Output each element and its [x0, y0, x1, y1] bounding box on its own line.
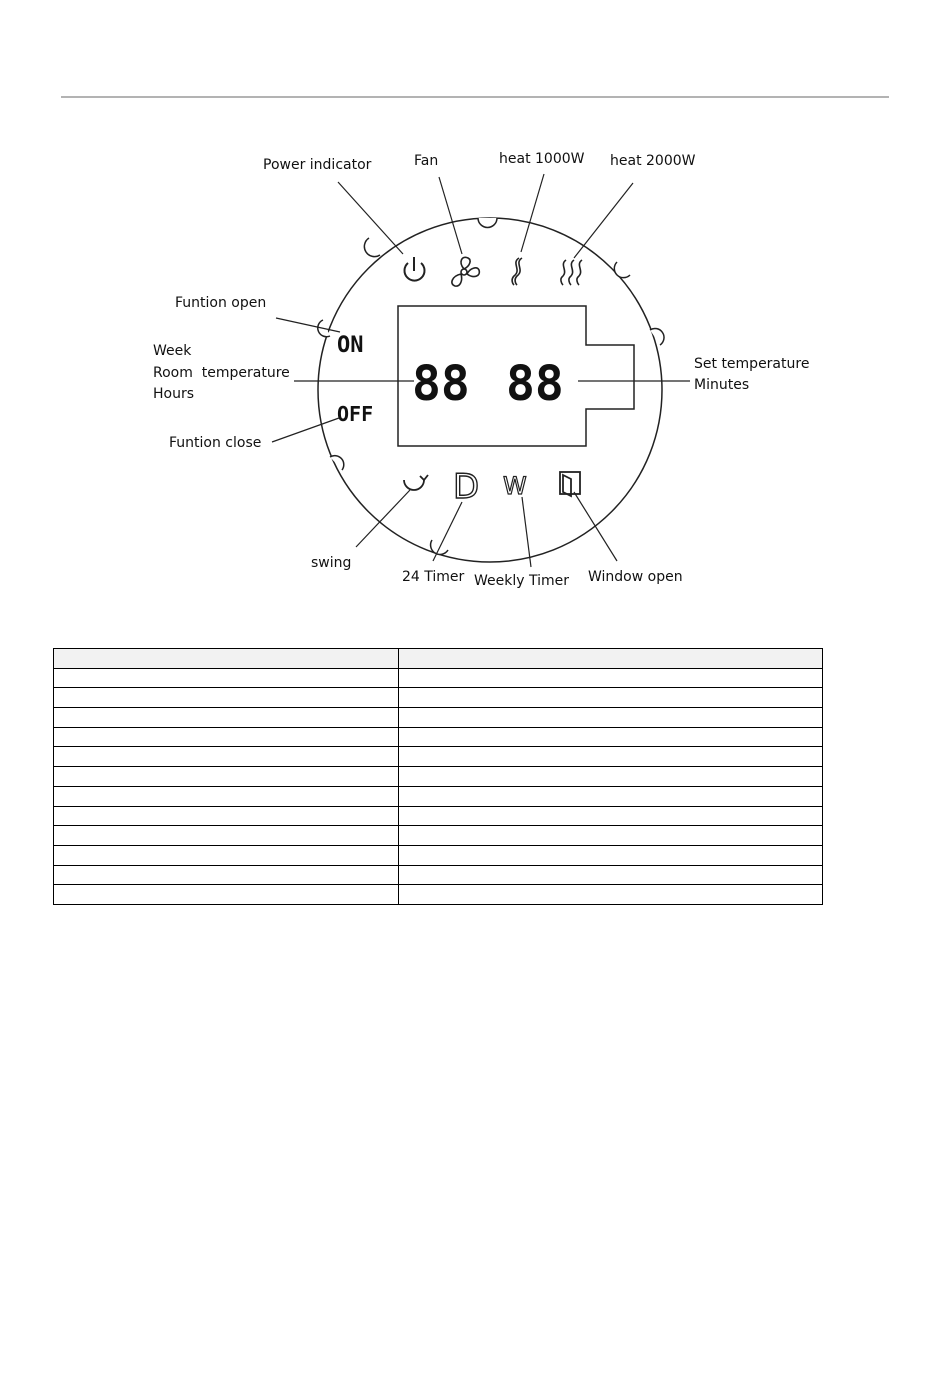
- table-row: [54, 786, 823, 806]
- table-row: [54, 688, 823, 708]
- table-cell: [54, 806, 399, 826]
- swing-icon: [404, 475, 428, 490]
- label-24-timer: 24 Timer: [402, 569, 465, 585]
- table-cell: [54, 747, 399, 767]
- table-cell: [54, 786, 399, 806]
- table-cell: [54, 885, 399, 905]
- table-cell: [399, 806, 823, 826]
- label-set-temperature: Set temperature: [694, 356, 810, 372]
- table-cell: [54, 649, 399, 669]
- power-icon: [405, 257, 425, 281]
- label-window-open: Window open: [588, 569, 683, 585]
- heat-2000w-icon: [561, 260, 582, 285]
- table-cell: [399, 688, 823, 708]
- table-row: [54, 826, 823, 846]
- label-heat-1000w: heat 1000W: [499, 151, 585, 167]
- table-row: [54, 668, 823, 688]
- table-cell: [54, 668, 399, 688]
- label-function-open: Funtion open: [175, 295, 267, 311]
- table-cell: [399, 826, 823, 846]
- table-cell: [54, 727, 399, 747]
- digits-right: 88: [506, 356, 564, 412]
- table-row: [54, 727, 823, 747]
- table-row: [54, 767, 823, 787]
- on-indicator: ON: [337, 333, 364, 358]
- table-cell: [399, 845, 823, 865]
- label-week: Week: [153, 343, 192, 359]
- table-cell: [399, 747, 823, 767]
- label-swing: swing: [311, 555, 352, 571]
- table-cell: [399, 786, 823, 806]
- label-function-close: Funtion close: [169, 435, 262, 451]
- daily-timer-icon: D: [453, 467, 480, 507]
- label-minutes: Minutes: [694, 377, 750, 393]
- table-cell: [399, 649, 823, 669]
- control-panel-diagram: [0, 0, 950, 640]
- table-cell: [54, 708, 399, 728]
- table-cell: [54, 826, 399, 846]
- weekly-timer-icon: W: [503, 472, 527, 500]
- table-row: [54, 865, 823, 885]
- digits-left: 88: [412, 356, 470, 412]
- label-heat-2000w: heat 2000W: [610, 153, 696, 169]
- table-cell: [54, 845, 399, 865]
- label-fan: Fan: [414, 153, 439, 169]
- table-cell: [399, 668, 823, 688]
- label-power-indicator: Power indicator: [263, 157, 372, 173]
- window-open-icon: [560, 472, 580, 496]
- table-row: [54, 747, 823, 767]
- table-cell: [399, 865, 823, 885]
- label-room-temperature: Room temperature: [153, 365, 290, 381]
- legend-table: [53, 648, 823, 905]
- table-cell: [399, 727, 823, 747]
- table-cell: [54, 865, 399, 885]
- table-cell: [54, 767, 399, 787]
- table-cell: [399, 767, 823, 787]
- table-row: [54, 806, 823, 826]
- off-indicator: OFF: [337, 402, 374, 426]
- label-weekly-timer: Weekly Timer: [474, 573, 569, 589]
- fan-icon: [452, 257, 479, 286]
- table-row: [54, 885, 823, 905]
- table-cell: [399, 708, 823, 728]
- table-row: [54, 708, 823, 728]
- heat-1000w-icon: [512, 258, 522, 285]
- table-cell: [54, 688, 399, 708]
- table-header-row: [54, 649, 823, 669]
- label-hours: Hours: [153, 386, 195, 402]
- table-cell: [399, 885, 823, 905]
- table-row: [54, 845, 823, 865]
